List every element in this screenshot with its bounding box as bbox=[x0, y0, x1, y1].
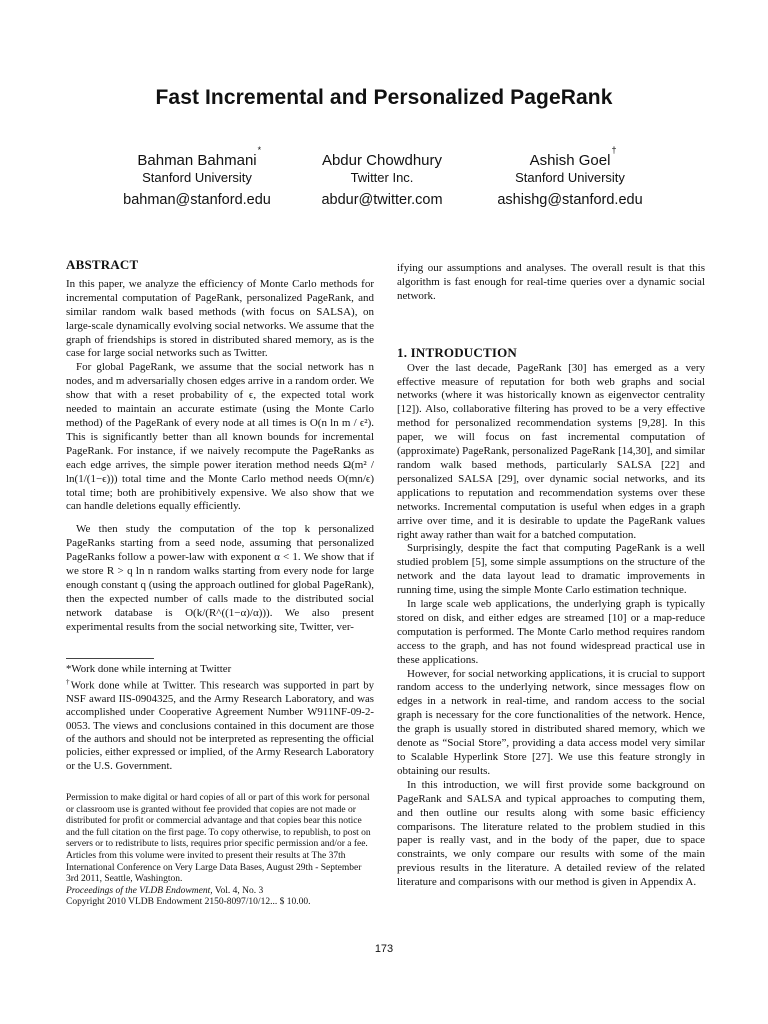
footnotes bbox=[66, 663, 374, 773]
proceedings-volume: Vol. 4, No. 3 bbox=[212, 885, 264, 896]
author-name: Ashish Goel bbox=[529, 152, 611, 169]
abstract-continuation: ifying our assumptions and analyses. The overall result is that this algorithm is fast enough for real-time queries over a dynamic social network. bbox=[397, 262, 705, 302]
proceedings-name: Proceedings of the VLDB Endowment, bbox=[66, 885, 213, 896]
author-email: ashishg@stanford.edu bbox=[497, 192, 643, 208]
author-email: abdur@twitter.com bbox=[321, 192, 443, 208]
author-block bbox=[92, 145, 302, 208]
paper-title: Fast Incremental and Personalized PageRank bbox=[155, 86, 613, 109]
author-name: Abdur Chowdhury bbox=[321, 152, 443, 169]
footnote-rule bbox=[66, 658, 154, 659]
abstract-heading: ABSTRACT bbox=[66, 257, 139, 272]
footnote: *Work done while interning at Twitter bbox=[66, 663, 232, 675]
author-footnote-mark: * bbox=[257, 145, 262, 155]
author-name: Bahman Bahmani bbox=[137, 152, 257, 169]
page-number: 173 bbox=[374, 943, 394, 955]
right-column bbox=[397, 262, 705, 890]
abstract-paragraph: In this paper, we analyze the efficiency of Monte Carlo methods for incremental computation of PageRank, personalized PageRank, and similar random walk based methods (with focus on SALSA), on large-scale dynamically evolving social networks. We assume that the graph of friendships is stored in distributed shared memory, as is the case for large social networks such as Twitter. bbox=[66, 277, 374, 360]
abstract-paragraph: For global PageRank, we assume that the social network has n nodes, and m adversarially chosen edges arrive in a random order. We show that with a reset probability of ϵ, the expected total work needed to maintain an accurate estimate (using the Monte Carlo method) of the PageRank of every node at all times is O(n ln m / ϵ²). This is significantly better than all known bounds for incremental PageRank. For instance, if we naively recompute the PageRanks as each edge arrives, the simple power iteration method needs Ω(m² / ln(1/(1−ϵ))) total time and the Monte Carlo method needs O(mn/ϵ) total time; both are prohibitively expensive. We also show that we can handle deletions equally efficiently. bbox=[66, 361, 374, 513]
intro-paragraph: Over the last decade, PageRank [30] has emerged as a very effective measure of reputation for both web graphs and social networks (where it was historically known as eigenvector centrality [12]). Also, collaborative filtering has proved to be a very effective method for personalized recommendation systems [9,28]. In this paper, we will focus on fast incremental computation of (approximate) PageRank, personalized PageRank [14,30], and similar random walk based methods, particularly SALSA [22] and personalized SALSA [29], over dynamic social networks, and its applications to reputation and recommendation systems over these networks. Incremental computation is useful when edges in a graph arrive over time, and it is desirable to update the PageRank values right away rather than wait for a batched computation. bbox=[397, 361, 705, 541]
author-block bbox=[460, 145, 680, 208]
copyright-line: Copyright 2010 VLDB Endowment 2150-8097/10/12... $ 10.00. bbox=[66, 897, 311, 908]
footnote-mark: † bbox=[66, 678, 71, 687]
intro-paragraph: In this introduction, we will first provide some background on PageRank and SALSA and typical approaches to computing them, and then outline our results along with some basic efficiency comparisons. The literature related to the problem studied in this paper is really vast, and in the body of the paper, due to space constraints, we only compare our results with some of the main previous results in the literature. A detailed review of the related literature and comparisons with our method is given in Appendix A. bbox=[397, 778, 705, 889]
intro-paragraph: In large scale web applications, the underlying graph is typically stored on disk, and either edges are streamed [10] or a map-reduce computation is performed. The Monte Carlo method requires random access to the graph, and has not found widespread practical use in these applications. bbox=[397, 598, 705, 666]
author-affiliation: Twitter Inc. bbox=[350, 170, 414, 185]
author-affiliation: Stanford University bbox=[515, 170, 625, 185]
author-affiliation: Stanford University bbox=[142, 170, 252, 185]
abstract-paragraph: We then study the computation of the top k personalized PageRanks starting from a seed node, assuming that personalized PageRanks follow a power-law with exponent α < 1. We show that if we store R > q ln n random walks starting from every node for large enough constant q (using the approach outlined for global PageRank), then the expected number of calls made to the distributed social network database is O(k/(R^((1−α)/α))). We also present experimental results from the social networking site, Twitter, ver- bbox=[66, 523, 374, 633]
author-block bbox=[282, 152, 482, 208]
intro-paragraph: Surprisingly, despite the fact that computing PageRank is a well studied problem [5], some simple assumptions on the structure of the network and the data layout lead to dramatic improvements in running time, using the simple Monte Carlo estimation technique. bbox=[397, 542, 705, 597]
left-column bbox=[66, 258, 374, 635]
permission-text: Permission to make digital or hard copies of all or part of this work for personal or classroom use is granted without fee provided that copies are not made or distributed for profit or commercial advantage and that copies bear this notice and the full citation on the first page. To copy otherwise, to republish, to post on servers or to redistribute to lists, requires prior specific permission and/or a fee. Articles from this volume were invited to present their results at The 37th International Conference on Very Large Data Bases, August 29th - September 3rd 2011, Seattle, Washington. bbox=[66, 793, 371, 885]
footnote-text: Work done while at Twitter. This research was supported in part by NSF award IIS-0904325, and the Army Research Laboratory, and was accomplished under Cooperative Agreement Number W911NF-09-2-0053. The views and conclusions contained in this document are those of the authors and should not be interpreted as representing the official policies, either expressed or implied, of the Army Research Laboratory or the U.S. Government. bbox=[66, 679, 374, 772]
footnote bbox=[66, 676, 374, 773]
intro-paragraph: However, for social networking applications, it is crucial to support random access to the underlying network, since messages flow on edges in a network in real-time, and random access to the social graph is necessary for the core functionalities of the network. Hence, the graph is usually stored in distributed shared memory, which we denote as “Social Store”, providing a data access model very similar to Scalable Hyperlink Store [27]. We use this feature strongly in obtaining our results. bbox=[397, 667, 705, 777]
author-email: bahman@stanford.edu bbox=[123, 192, 271, 208]
introduction-heading: 1. INTRODUCTION bbox=[397, 344, 518, 360]
proceedings-line bbox=[66, 886, 376, 898]
author-footnote-mark: † bbox=[611, 145, 617, 155]
permission-block bbox=[66, 793, 376, 909]
